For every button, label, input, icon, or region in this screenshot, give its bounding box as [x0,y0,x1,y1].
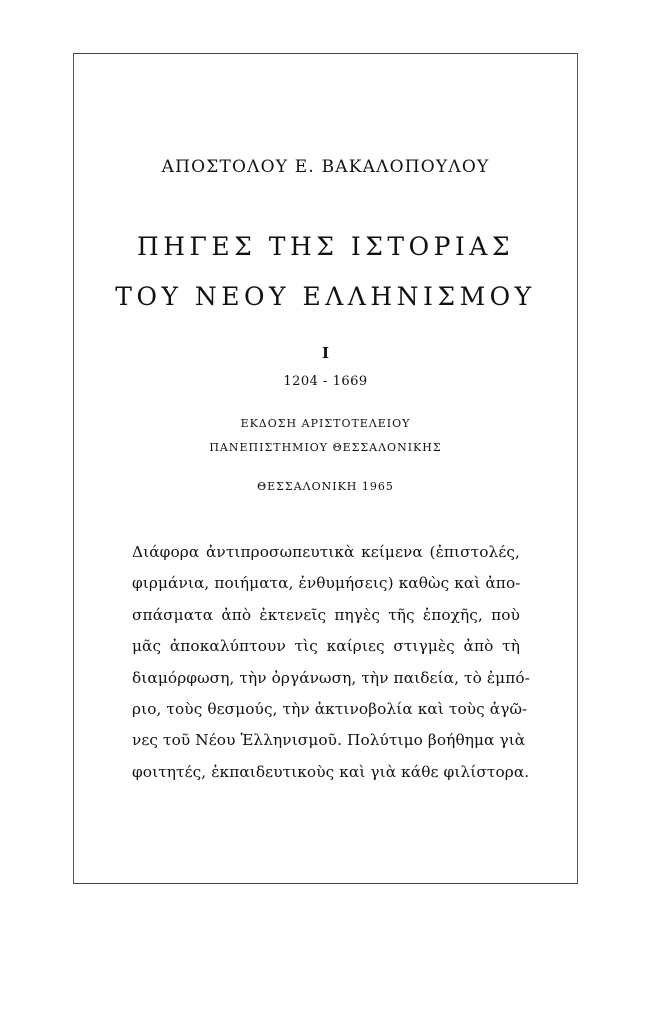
year-range: 1204 - 1669 [283,374,368,389]
description-line: σπάσματα ἀπὸ ἐκτενεῖς πηγὲς τῆς ἐποχῆς, ποὺ [132,605,520,624]
description-line: ριο, τοὺς θεσμούς, τὴν ἀκτινοβολία καὶ τοὺς ἀγῶ- [132,699,528,718]
frame-bottom-rule [73,883,578,884]
author-name: ΑΠΟΣΤΟΛΟΥ Ε. ΒΑΚΑΛΟΠΟΥΛΟΥ [161,157,490,177]
description-line: νες τοῦ Νέου Ἑλληνισμοῦ. Πολύτιμο βοήθημα γιὰ [132,731,526,750]
volume-number: Ι [321,344,330,362]
frame-top-rule [73,53,578,54]
book-title-line-1: ΠΗΓΕΣ ΤΗΣ ΙΣΤΟΡΙΑΣ [136,232,515,261]
publisher-line-1: ΕΚΔΟΣΗ ΑΡΙΣΤΟΤΕΛΕΙΟΥ [240,417,411,430]
description-line: μᾶς ἀποκαλύπτουν τὶς καίριες στιγμὲς ἀπὸ τὴ [132,637,520,656]
book-title-line-2: ΤΟΥ ΝΕΟΥ ΕΛΛΗΝΙΣΜΟΥ [115,282,536,311]
publisher-line-2: ΠΑΝΕΠΙΣΤΗΜΙΟΥ ΘΕΣΣΑΛΟΝΙΚΗΣ [209,441,442,454]
frame-left-rule [73,53,74,884]
description-line: Διάφορα ἀντιπροσωπευτικὰ κείμενα (ἐπιστολές, [132,543,520,561]
description-line: φιρμάνια, ποιήματα, ἐνθυμήσεις) καθὼς καὶ ἀπο- [132,574,521,593]
place-and-year: ΘΕΣΣΑΛΟΝΙΚΗ 1965 [257,480,394,493]
frame-right-rule [577,53,578,884]
description-line: φοιτητές, ἐκπαιδευτικοὺς καὶ γιὰ κάθε φιλίστορα. [132,762,530,781]
description-paragraph [132,537,530,788]
description-line: διαμόρφωση, τὴν ὀργάνωση, τὴν παιδεία, τὸ ἐμπό- [132,668,530,687]
